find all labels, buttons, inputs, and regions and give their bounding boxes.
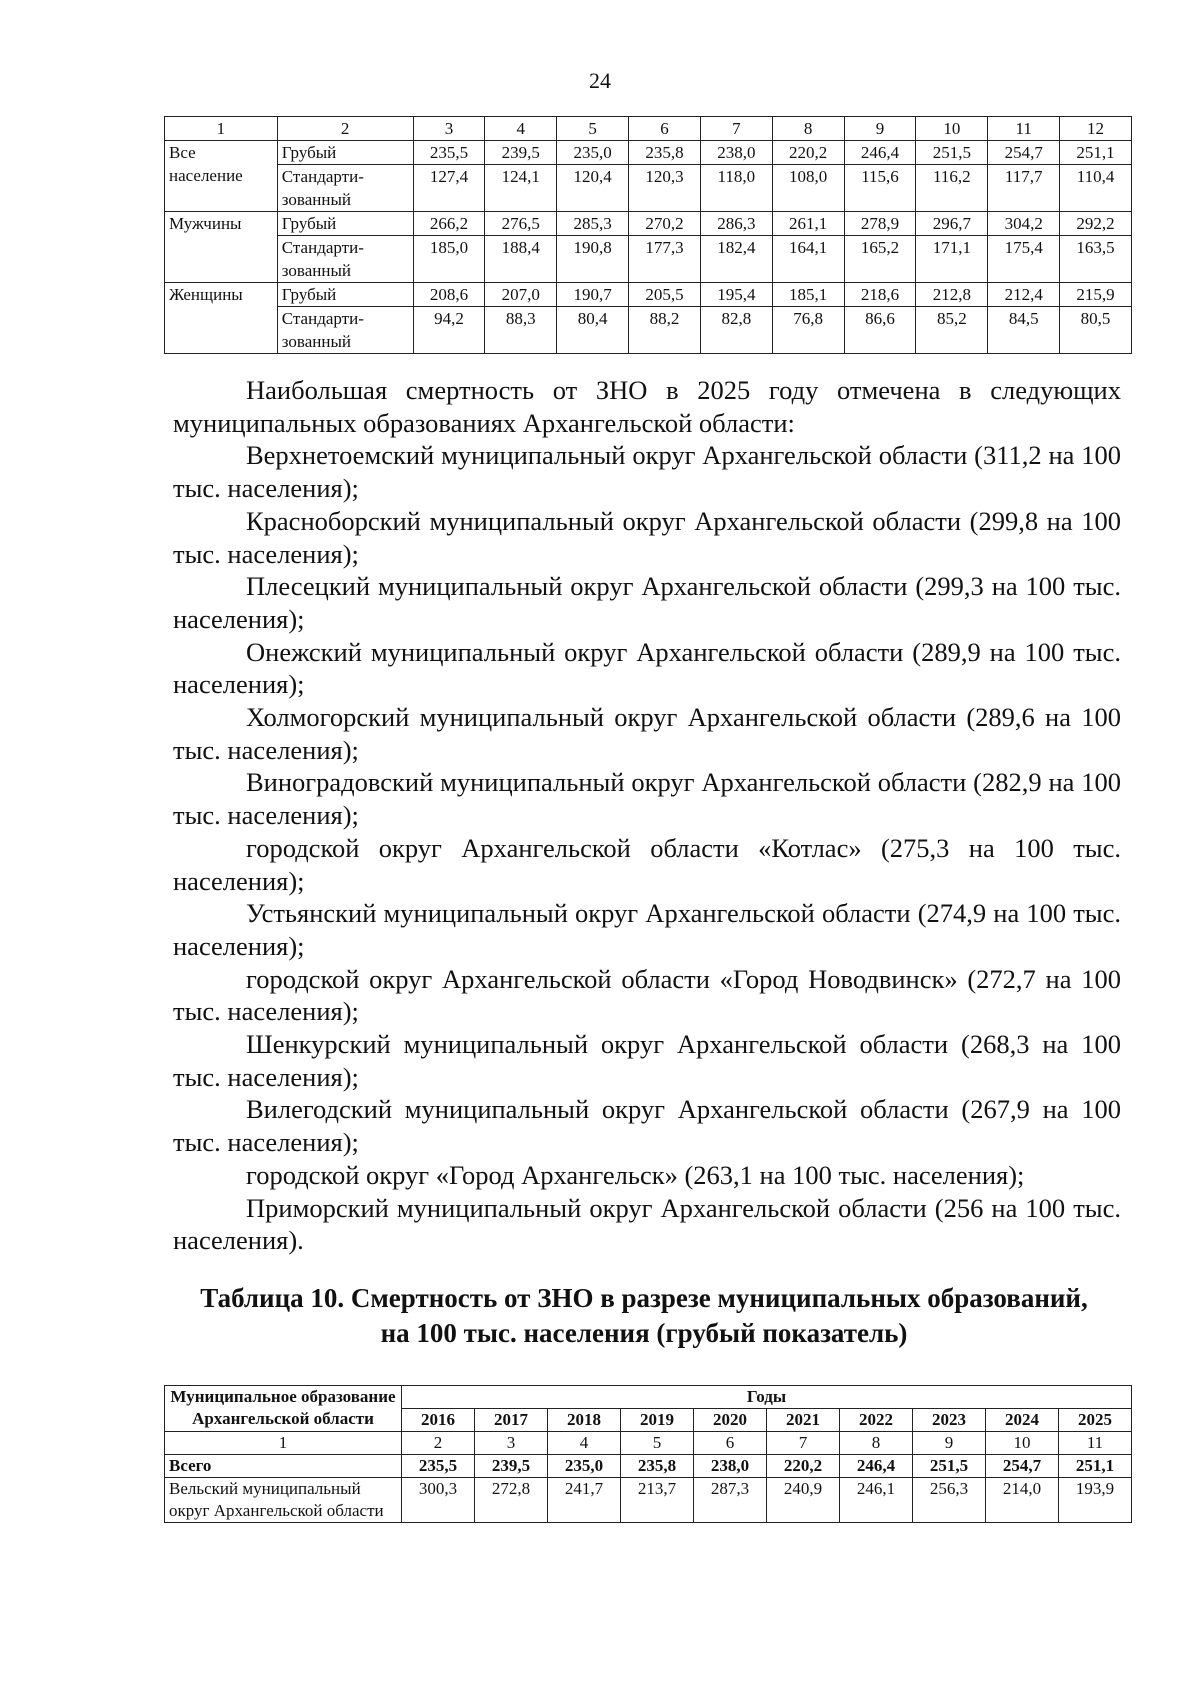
paragraph: городской округ Архангельской области «Котлас» (275,3 на 100 тыс. населения); <box>173 832 1121 896</box>
value-cell: 251,5 <box>916 141 988 165</box>
indicator-type-cell: Стандарти-зованный <box>277 236 413 283</box>
indicator-type-cell: Стандарти-зованный <box>277 165 413 212</box>
column-index-cell: 6 <box>694 1432 767 1455</box>
column-index-cell: 3 <box>413 117 485 141</box>
column-index-cell: 11 <box>1059 1432 1132 1455</box>
value-cell: 272,8 <box>475 1478 548 1523</box>
value-cell: 185,1 <box>772 283 844 307</box>
value-cell: 212,4 <box>988 283 1060 307</box>
value-cell: 120,4 <box>557 165 629 212</box>
column-index-cell: 10 <box>986 1432 1059 1455</box>
value-cell: 195,4 <box>700 283 772 307</box>
table10-title-line2: на 100 тыс. населения (грубый показатель) <box>380 1318 908 1348</box>
column-index-cell: 8 <box>772 117 844 141</box>
column-index-cell: 9 <box>844 117 916 141</box>
value-cell: 251,5 <box>913 1455 986 1478</box>
group-label-cell: Мужчины <box>165 212 278 283</box>
value-cell: 76,8 <box>772 307 844 354</box>
value-cell: 208,6 <box>413 283 485 307</box>
value-cell: 220,2 <box>772 141 844 165</box>
table-row <box>165 236 1132 283</box>
municipal-mortality-table <box>164 1385 1132 1523</box>
column-index-cell: 1 <box>165 117 278 141</box>
value-cell: 118,0 <box>700 165 772 212</box>
table-row <box>165 212 1132 236</box>
column-index-cell: 8 <box>840 1432 913 1455</box>
value-cell: 276,5 <box>485 212 557 236</box>
value-cell: 235,8 <box>629 141 701 165</box>
value-cell: 127,4 <box>413 165 485 212</box>
paragraph: Холмогорский муниципальный округ Архангельской области (289,6 на 100 тыс. населения); <box>173 702 1121 765</box>
mortality-summary-table <box>164 116 1132 354</box>
column-index-cell: 10 <box>916 117 988 141</box>
value-cell: 285,3 <box>557 212 629 236</box>
value-cell: 246,4 <box>844 141 916 165</box>
value-cell: 287,3 <box>694 1478 767 1523</box>
column-index-cell: 2 <box>402 1432 475 1455</box>
indicator-type-cell: Грубый <box>277 141 413 165</box>
value-cell: 110,4 <box>1060 165 1132 212</box>
value-cell: 256,3 <box>913 1478 986 1523</box>
value-cell: 163,5 <box>1060 236 1132 283</box>
value-cell: 80,4 <box>557 307 629 354</box>
value-cell: 254,7 <box>988 141 1060 165</box>
indicator-type-cell: Стандарти-зованный <box>277 307 413 354</box>
value-cell: 165,2 <box>844 236 916 283</box>
column-index-cell: 9 <box>913 1432 986 1455</box>
value-cell: 238,0 <box>694 1455 767 1478</box>
year-header-cell: 2023 <box>913 1409 986 1432</box>
table10-title-line1: Таблица 10. Смертность от ЗНО в разрезе муниципальных образований, <box>200 1283 1088 1313</box>
value-cell: 235,5 <box>413 141 485 165</box>
paragraph: Верхнетоемский муниципальный округ Архангельской области (311,2 на 100 тыс. населения); <box>173 440 1121 504</box>
paragraph: городской округ Архангельской области «Город Новодвинск» (272,7 на 100 тыс. населения); <box>173 963 1121 1027</box>
column-index-cell: 5 <box>557 117 629 141</box>
value-cell: 296,7 <box>916 212 988 236</box>
value-cell: 177,3 <box>629 236 701 283</box>
value-cell: 300,3 <box>402 1478 475 1523</box>
year-header-cell: 2019 <box>621 1409 694 1432</box>
value-cell: 188,4 <box>485 236 557 283</box>
table10-title <box>160 1281 1128 1351</box>
value-cell: 266,2 <box>413 212 485 236</box>
value-cell: 185,0 <box>413 236 485 283</box>
value-cell: 238,0 <box>700 141 772 165</box>
column-index-cell: 4 <box>548 1432 621 1455</box>
value-cell: 193,9 <box>1059 1478 1132 1523</box>
column-index-row <box>165 1432 1132 1455</box>
municipality-name-cell: Вельский муниципальный округ Архангельской области <box>165 1478 402 1523</box>
value-cell: 190,7 <box>557 283 629 307</box>
value-cell: 235,0 <box>557 141 629 165</box>
column-index-cell: 4 <box>485 117 557 141</box>
paragraph: Вилегодский муниципальный округ Архангельской области (267,9 на 100 тыс. населения); <box>173 1094 1121 1158</box>
table-row <box>165 165 1132 212</box>
municipality-column-header: Муниципальное образование Архангельской области <box>165 1386 402 1432</box>
value-cell: 239,5 <box>485 141 557 165</box>
value-cell: 270,2 <box>629 212 701 236</box>
value-cell: 240,9 <box>767 1478 840 1523</box>
table-header-row <box>165 117 1132 141</box>
column-index-cell: 1 <box>165 1432 402 1455</box>
paragraph: городской округ «Город Архангельск» (263,1 на 100 тыс. населения); <box>246 1159 1025 1190</box>
value-cell: 304,2 <box>988 212 1060 236</box>
year-header-cell: 2020 <box>694 1409 767 1432</box>
value-cell: 115,6 <box>844 165 916 212</box>
table-row <box>165 1455 1132 1478</box>
paragraph: Виноградовский муниципальный округ Архангельской области (282,9 на 100 тыс. населения); <box>173 767 1121 831</box>
body-text <box>173 374 1121 1257</box>
value-cell: 292,2 <box>1060 212 1132 236</box>
table-row <box>165 307 1132 354</box>
value-cell: 215,9 <box>1060 283 1132 307</box>
paragraph: Шенкурский муниципальный округ Архангельской области (268,3 на 100 тыс. населения); <box>173 1029 1121 1092</box>
paragraph: Устьянский муниципальный округ Архангельской области (274,9 на 100 тыс. населения); <box>173 898 1121 961</box>
paragraph: Онежский муниципальный округ Архангельской области (289,9 на 100 тыс. населения); <box>173 636 1121 700</box>
column-index-cell: 12 <box>1060 117 1132 141</box>
value-cell: 214,0 <box>986 1478 1059 1523</box>
value-cell: 207,0 <box>485 283 557 307</box>
indicator-type-cell: Грубый <box>277 283 413 307</box>
value-cell: 171,1 <box>916 236 988 283</box>
year-header-cell: 2017 <box>475 1409 548 1432</box>
value-cell: 246,1 <box>840 1478 913 1523</box>
value-cell: 218,6 <box>844 283 916 307</box>
value-cell: 278,9 <box>844 212 916 236</box>
value-cell: 175,4 <box>988 236 1060 283</box>
column-index-cell: 3 <box>475 1432 548 1455</box>
value-cell: 235,0 <box>548 1455 621 1478</box>
table-header-row <box>165 1386 1132 1409</box>
value-cell: 108,0 <box>772 165 844 212</box>
value-cell: 94,2 <box>413 307 485 354</box>
value-cell: 213,7 <box>621 1478 694 1523</box>
year-header-cell: 2018 <box>548 1409 621 1432</box>
year-header-cell: 2016 <box>402 1409 475 1432</box>
table-row <box>165 1478 1132 1523</box>
paragraph: Наибольшая смертность от ЗНО в 2025 году отмечена в следующих муниципальных образованиях Архангельской области: <box>173 375 1121 438</box>
value-cell: 212,8 <box>916 283 988 307</box>
value-cell: 124,1 <box>485 165 557 212</box>
value-cell: 254,7 <box>986 1455 1059 1478</box>
value-cell: 241,7 <box>548 1478 621 1523</box>
value-cell: 120,3 <box>629 165 701 212</box>
year-header-cell: 2025 <box>1059 1409 1132 1432</box>
page-number: 24 <box>589 68 611 93</box>
value-cell: 116,2 <box>916 165 988 212</box>
value-cell: 205,5 <box>629 283 701 307</box>
value-cell: 261,1 <box>772 212 844 236</box>
table-row <box>165 283 1132 307</box>
value-cell: 86,6 <box>844 307 916 354</box>
value-cell: 251,1 <box>1059 1455 1132 1478</box>
value-cell: 182,4 <box>700 236 772 283</box>
year-header-cell: 2024 <box>986 1409 1059 1432</box>
column-index-cell: 6 <box>629 117 701 141</box>
paragraph: Приморский муниципальный округ Архангельской области (256 на 100 тыс. населения). <box>173 1192 1121 1256</box>
value-cell: 235,5 <box>402 1455 475 1478</box>
years-header: Годы <box>402 1386 1132 1409</box>
value-cell: 239,5 <box>475 1455 548 1478</box>
value-cell: 220,2 <box>767 1455 840 1478</box>
column-index-cell: 2 <box>277 117 413 141</box>
column-index-cell: 7 <box>767 1432 840 1455</box>
column-index-cell: 11 <box>988 117 1060 141</box>
value-cell: 251,1 <box>1060 141 1132 165</box>
group-label-cell: Все население <box>165 141 278 212</box>
value-cell: 235,8 <box>621 1455 694 1478</box>
paragraph: Красноборский муниципальный округ Архангельской области (299,8 на 100 тыс. населения); <box>173 505 1121 569</box>
value-cell: 190,8 <box>557 236 629 283</box>
value-cell: 85,2 <box>916 307 988 354</box>
column-index-cell: 5 <box>621 1432 694 1455</box>
municipality-name-cell: Всего <box>165 1455 402 1478</box>
value-cell: 82,8 <box>700 307 772 354</box>
value-cell: 117,7 <box>988 165 1060 212</box>
table-row <box>165 141 1132 165</box>
indicator-type-cell: Грубый <box>277 212 413 236</box>
year-header-cell: 2022 <box>840 1409 913 1432</box>
value-cell: 286,3 <box>700 212 772 236</box>
year-header-cell: 2021 <box>767 1409 840 1432</box>
value-cell: 80,5 <box>1060 307 1132 354</box>
paragraph: Плесецкий муниципальный округ Архангельской области (299,3 на 100 тыс. населения); <box>173 571 1121 634</box>
value-cell: 88,2 <box>629 307 701 354</box>
group-label-cell: Женщины <box>165 283 278 354</box>
value-cell: 164,1 <box>772 236 844 283</box>
value-cell: 246,4 <box>840 1455 913 1478</box>
column-index-cell: 7 <box>700 117 772 141</box>
value-cell: 88,3 <box>485 307 557 354</box>
value-cell: 84,5 <box>988 307 1060 354</box>
